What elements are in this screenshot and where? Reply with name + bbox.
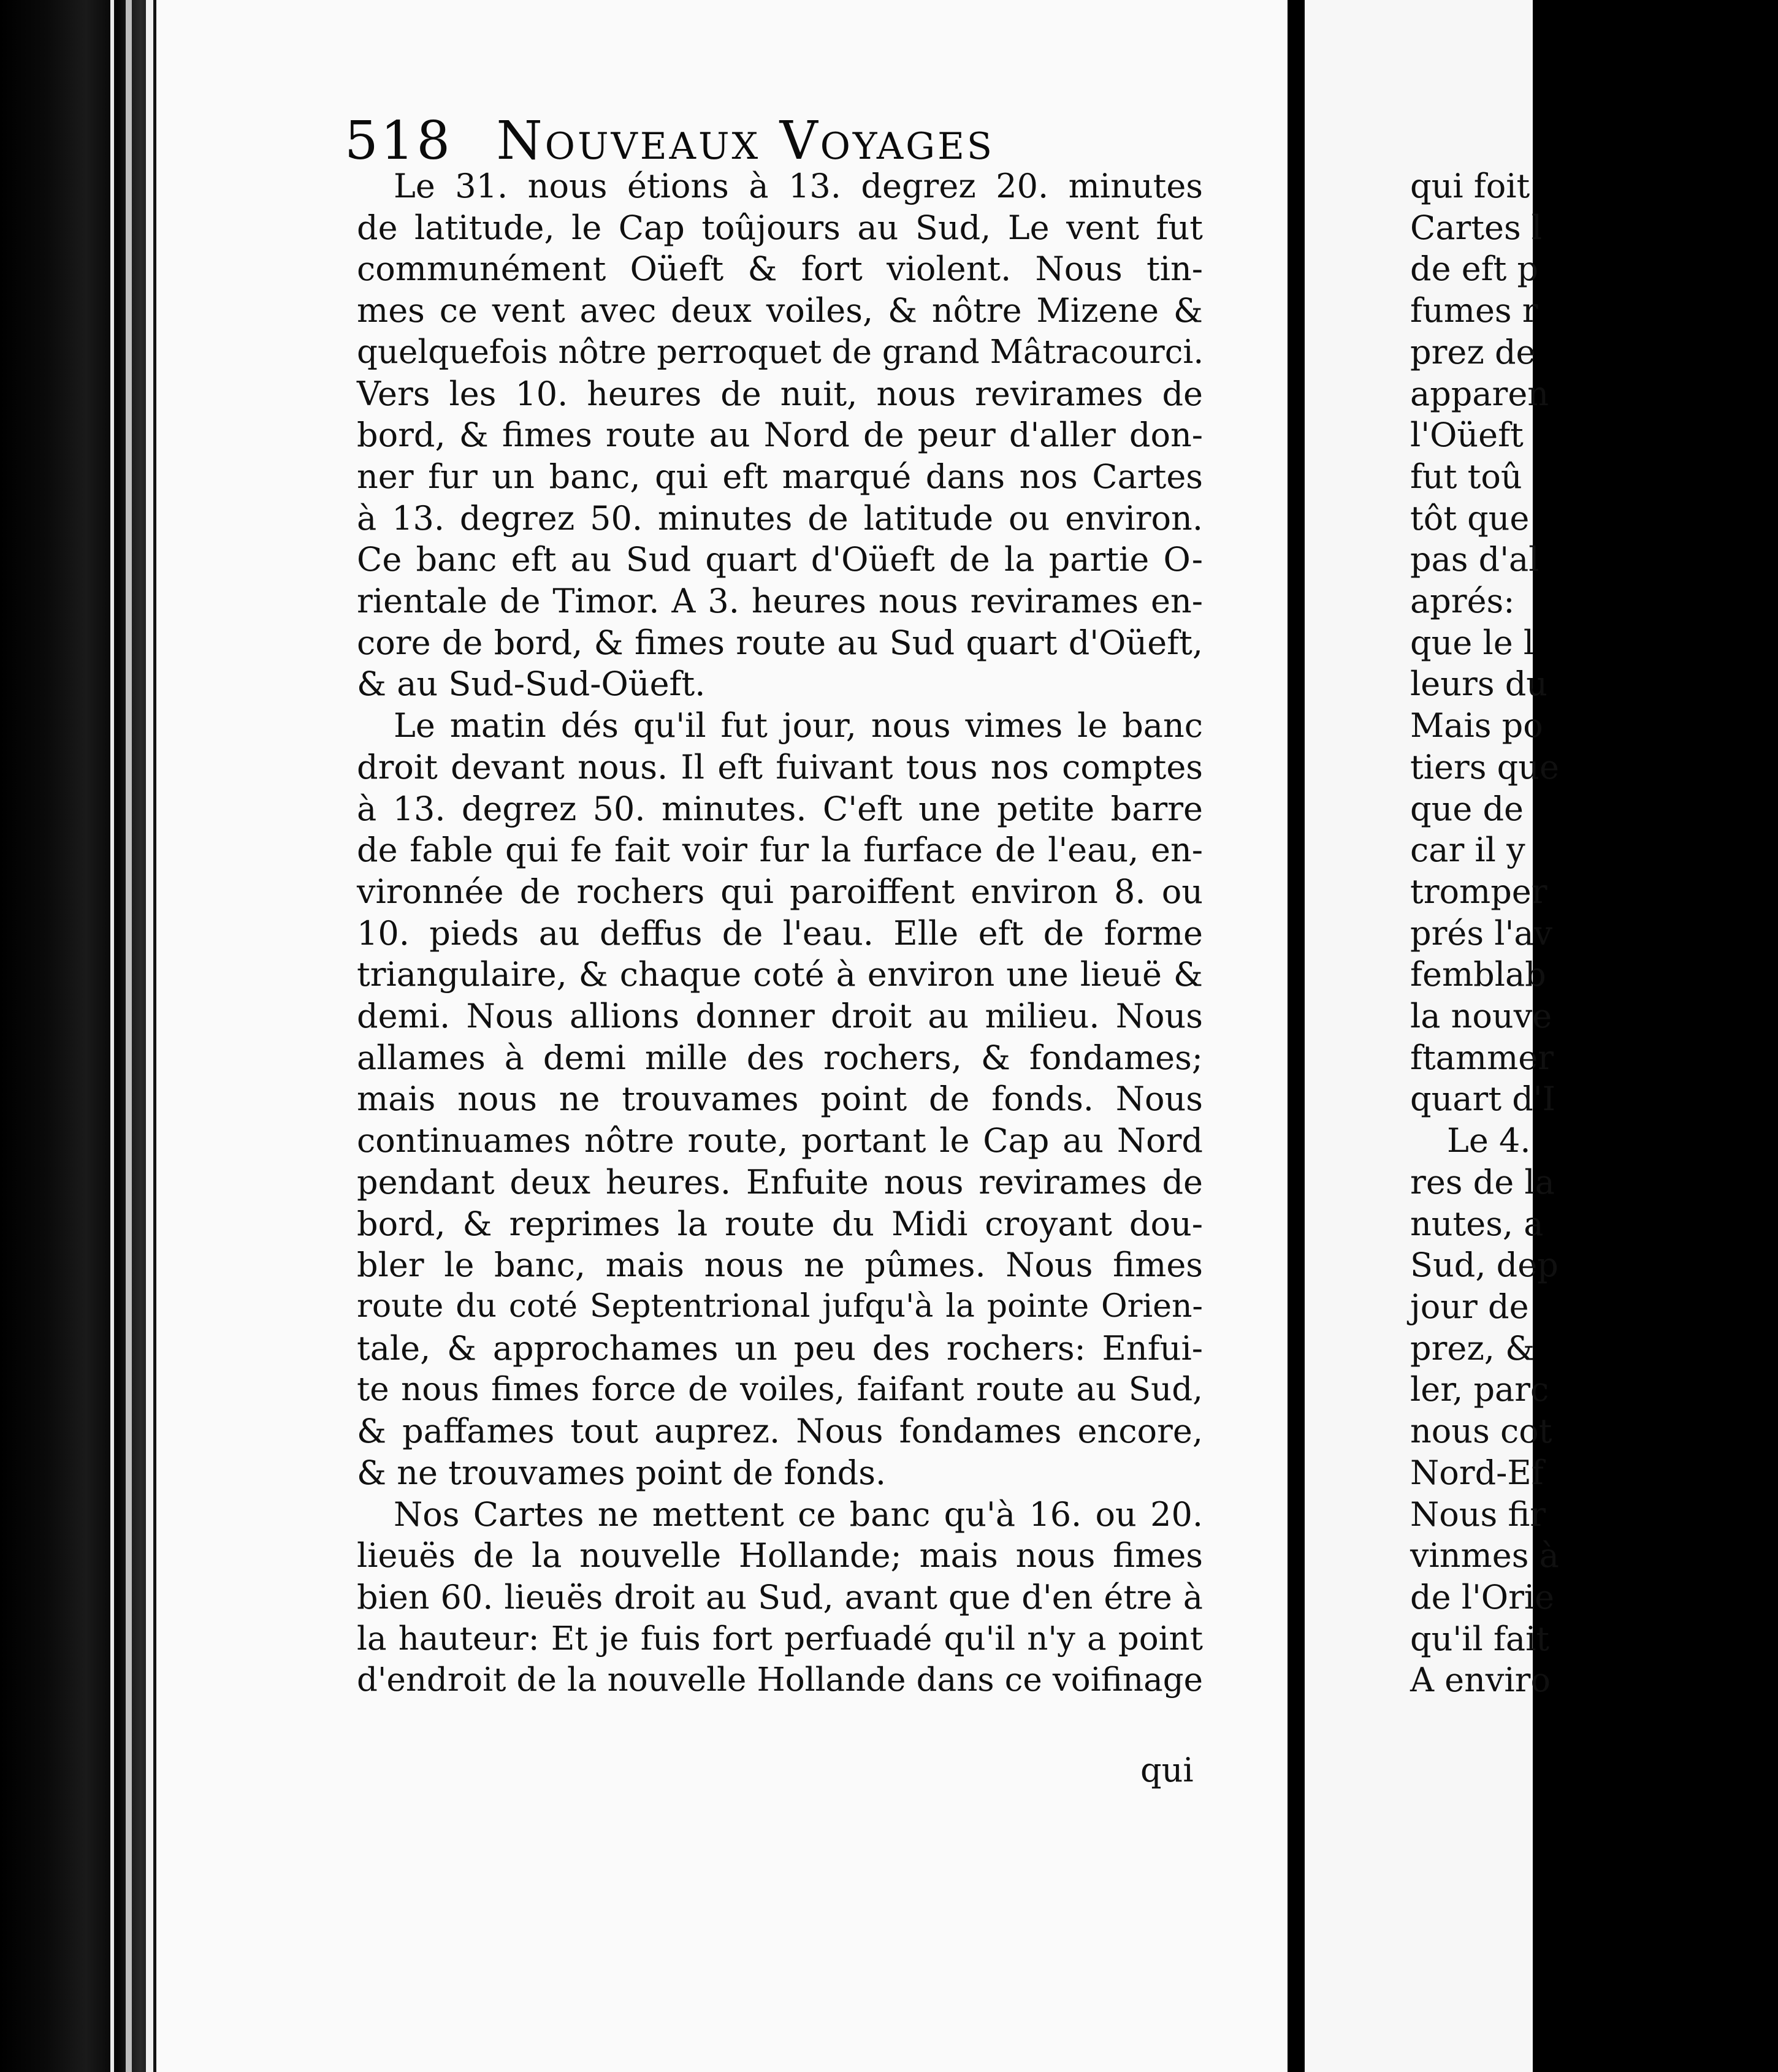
text-line: apparen (1410, 374, 1549, 413)
text-line: nous cot (1410, 1412, 1552, 1451)
text-line: triangulaire, & chaque coté à environ une lieuë & (357, 955, 1203, 994)
text-line: prez de (1410, 332, 1536, 371)
text-line: continuames nôtre route, portant le Cap au Nord (357, 1121, 1203, 1160)
text-line: A enviro (1410, 1661, 1551, 1700)
text-line: l'Oüeft (1410, 416, 1524, 455)
text-line: nutes, a (1410, 1204, 1544, 1243)
text-line: la hauteur: Et je fuis fort perfuadé qu'il n'y a point (357, 1620, 1203, 1658)
page-number: 518 (345, 110, 453, 172)
text-line: prez, & (1410, 1328, 1535, 1368)
text-line: bler le banc, mais nous ne pûmes. Nous fimes (357, 1246, 1203, 1285)
text-line: Nos Cartes ne mettent ce banc qu'à 16. ou 20. (394, 1495, 1203, 1534)
text-line: ler, parc (1410, 1370, 1549, 1409)
binding-edge-line (146, 0, 153, 2072)
text-line: Mais po (1410, 706, 1543, 745)
text-line: mes ce vent avec deux voiles, & nôtre Mizene & (357, 291, 1203, 330)
text-line: ner fur un banc, qui eft marqué dans nos Cartes (357, 457, 1203, 496)
text-line: communément Oüeft & fort violent. Nous tin- (357, 249, 1203, 289)
text-line: allames à demi mille des rochers, & fondames; (357, 1038, 1203, 1077)
text-line: pendant deux heures. Enfuite nous revirames de (357, 1162, 1203, 1202)
text-line: tôt que (1410, 498, 1530, 538)
text-line: demi. Nous allions donner droit au milieu. Nous (357, 997, 1203, 1036)
binding-edge-line (110, 0, 114, 2072)
text-line: Le 4. (1447, 1121, 1531, 1160)
text-line: & au Sud-Sud-Oüeft. (357, 665, 706, 704)
text-line: fut toû (1410, 457, 1522, 496)
text-line: 10. pieds au deffus de l'eau. Elle eft de forme (357, 913, 1203, 953)
text-line: lieuës de la nouvelle Hollande; mais nous fimes (357, 1536, 1203, 1575)
text-line: qu'il fait (1410, 1619, 1550, 1658)
text-line: prés l'av (1410, 913, 1553, 953)
text-line: rientale de Timor. A 3. heures nous revirames en- (357, 582, 1203, 621)
left-page-text (357, 166, 1203, 1701)
text-line: la nouve (1410, 997, 1552, 1036)
text-line: bien 60. lieuës droit au Sud, avant que d'en étre à (357, 1577, 1203, 1617)
text-line: Vers les 10. heures de nuit, nous revirames de (357, 374, 1203, 413)
right-page-text (1410, 166, 1778, 1701)
page-gutter (1288, 0, 1305, 2072)
text-line: Ce banc eft au Sud quart d'Oüeft de la partie O- (357, 540, 1203, 579)
text-line: à 13. degrez 50. minutes. C'eft une petite barre (357, 789, 1203, 828)
text-line: Nord-Ef (1410, 1453, 1544, 1492)
text-line: & ne trouvames point de fonds. (357, 1453, 887, 1492)
text-line: quelquefois nôtre perroquet de grand Mâtracourci. (357, 333, 1204, 371)
text-line: route du coté Septentrional jufqu'à la pointe Orien- (357, 1287, 1203, 1325)
text-line: Le 31. nous étions à 13. degrez 20. minutes (394, 167, 1203, 205)
text-line: core de bord, & fimes route au Sud quart d'Oüeft, (357, 623, 1203, 662)
binding-edge-line (126, 0, 132, 2072)
text-line: d'endroit de la nouvelle Hollande dans ce voifinage (357, 1661, 1203, 1699)
text-line: pas d'al (1410, 540, 1540, 579)
text-line: car il y (1410, 831, 1525, 870)
text-line: tale, & approchames un peu des rochers: Enfui- (357, 1328, 1203, 1368)
text-line: Nous fir (1410, 1495, 1546, 1534)
text-line: & paffames tout auprez. Nous fondames encore, (357, 1412, 1203, 1451)
text-line: à 13. degrez 50. minutes de latitude ou environ. (357, 498, 1203, 538)
text-line: res de la (1410, 1162, 1555, 1202)
text-line: tiers que (1410, 747, 1559, 787)
text-line: quart d'I (1410, 1080, 1555, 1119)
text-line: tromper (1410, 872, 1547, 911)
text-line: de latitude, le Cap toûjours au Sud, Le vent fut (357, 208, 1203, 247)
text-line: de fable qui fe fait voir fur la furface de l'eau, en- (357, 831, 1203, 870)
text-line: bord, & fimes route au Nord de peur d'aller don- (357, 416, 1203, 455)
book-binding (0, 0, 156, 2072)
running-title: Nouveaux Voyages (496, 110, 994, 172)
text-line: Le matin dés qu'il fut jour, nous vimes le banc (394, 706, 1203, 745)
text-line: femblab (1410, 955, 1546, 994)
running-head (345, 110, 1264, 172)
text-line: qui foit (1410, 167, 1530, 205)
text-line: jour de (1410, 1287, 1529, 1326)
text-line: que de (1410, 789, 1524, 828)
text-line: ftammer (1410, 1038, 1554, 1077)
text-line: vinmes à (1410, 1536, 1559, 1575)
text-line: aprés: (1410, 582, 1515, 621)
text-line: Cartes l (1410, 208, 1543, 247)
text-line: droit devant nous. Il eft fuivant tous nos comptes (357, 747, 1203, 787)
catchword: qui (1140, 1751, 1194, 1789)
text-line: te nous fimes force de voiles, faifant route au Sud, (357, 1371, 1203, 1409)
text-line: bord, & reprimes la route du Midi croyant dou- (357, 1204, 1203, 1243)
text-line: mais nous ne trouvames point de fonds. Nous (357, 1080, 1203, 1119)
text-line: de l'Orie (1410, 1577, 1555, 1617)
text-line: leurs du (1410, 665, 1548, 704)
right-page (1305, 0, 1559, 2072)
text-line: vironnée de rochers qui paroiffent environ 8. ou (357, 872, 1203, 911)
text-line: Sud, dep (1410, 1246, 1559, 1285)
text-line: que le l (1410, 623, 1535, 662)
text-line: de eft p (1410, 249, 1539, 289)
text-line: fumes r (1410, 291, 1538, 330)
